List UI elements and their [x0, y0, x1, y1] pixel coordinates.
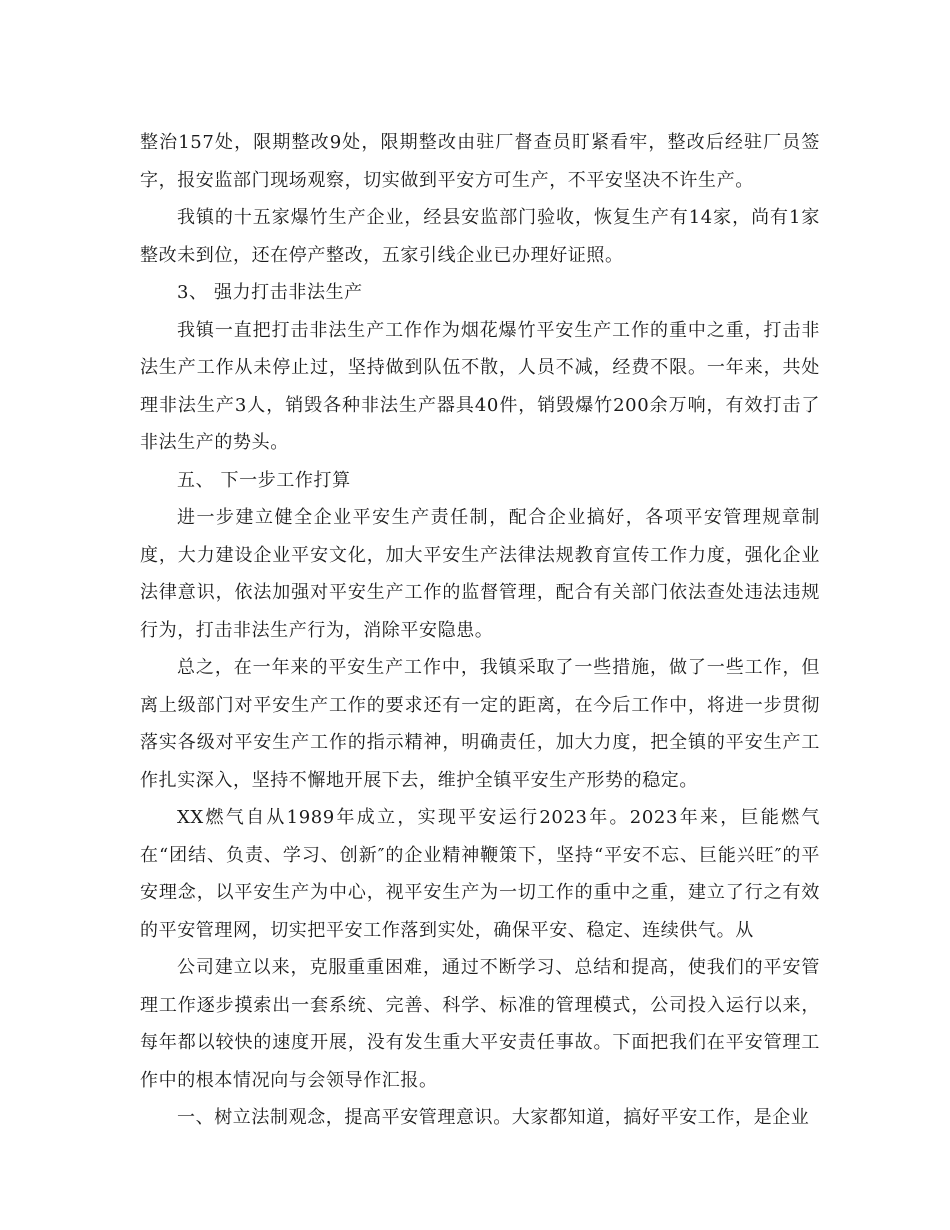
paragraph-7: 公司建立以来，克服重重困难，通过不断学习、总结和提高，使我们的平安管理工作逐步摸索出一套系统、完善、科学、标准的管理模式，公司投入运行以来，每年都以较快的速度开展，没有发生重大平安责任事故。下面把我们在平安管理工作中的根本情况向与会领导作汇报。: [140, 957, 820, 1091]
section-heading-3: 3、 强力打击非法生产: [177, 282, 363, 303]
paragraph-8: 一、树立法制观念，提高平安管理意识。大家都知道，搞好平安工作，是企业: [177, 1107, 810, 1128]
paragraph-6: XX燃气自从1989年成立，实现平安运行2023年。2023年来，巨能燃气在“团结、负责、学习、创新″的企业精神鞭策下，坚持“平安不忘、巨能兴旺″的平安理念，以平安生产为中心，视平安生产为一切工作的重中之重，建立了行之有效的平安管理网，切实把平安工作落到实处，确保平安、稳定、连续供气。从: [140, 807, 820, 941]
section-heading-5: 五、 下一步工作打算: [177, 469, 351, 491]
paragraph-2: 我镇的十五家爆竹生产企业，经县安监部门验收，恢复生产有14家，尚有1家整改未到位，还在停产整改，五家引线企业已办理好证照。: [140, 207, 820, 266]
paragraph-1: 整治157处，限期整改9处，限期整改由驻厂督查员盯紧看牢，整改后经驻厂员签字，报安监部门现场观察，切实做到平安方可生产，不平安坚决不许生产。: [140, 132, 820, 191]
paragraph-3: 我镇一直把打击非法生产工作作为烟花爆竹平安生产工作的重中之重，打击非法生产工作从未停止过，坚持做到队伍不散，人员不减，经费不限。一年来，共处理非法生产3人，销毁各种非法生产器具40件，销毁爆竹200余万响，有效打击了非法生产的势头。: [140, 319, 820, 453]
document-body: [140, 124, 820, 1137]
paragraph-4: 进一步建立健全企业平安生产责任制，配合企业搞好，各项平安管理规章制度，大力建设企业平安文化，加大平安生产法律法规教育宣传工作力度，强化企业法律意识，依法加强对平安生产工作的监督管理，配合有关部门依法查处违法违规行为，打击非法生产行为，消除平安隐患。: [140, 507, 820, 641]
paragraph-5: 总之，在一年来的平安生产工作中，我镇采取了一些措施，做了一些工作，但离上级部门对平安生产工作的要求还有一定的距离，在今后工作中，将进一步贯彻落实各级对平安生产工作的指示精神，明确责任，加大力度，把全镇的平安生产工作扎实深入，坚持不懈地开展下去，维护全镇平安生产形势的稳定。: [140, 657, 820, 791]
